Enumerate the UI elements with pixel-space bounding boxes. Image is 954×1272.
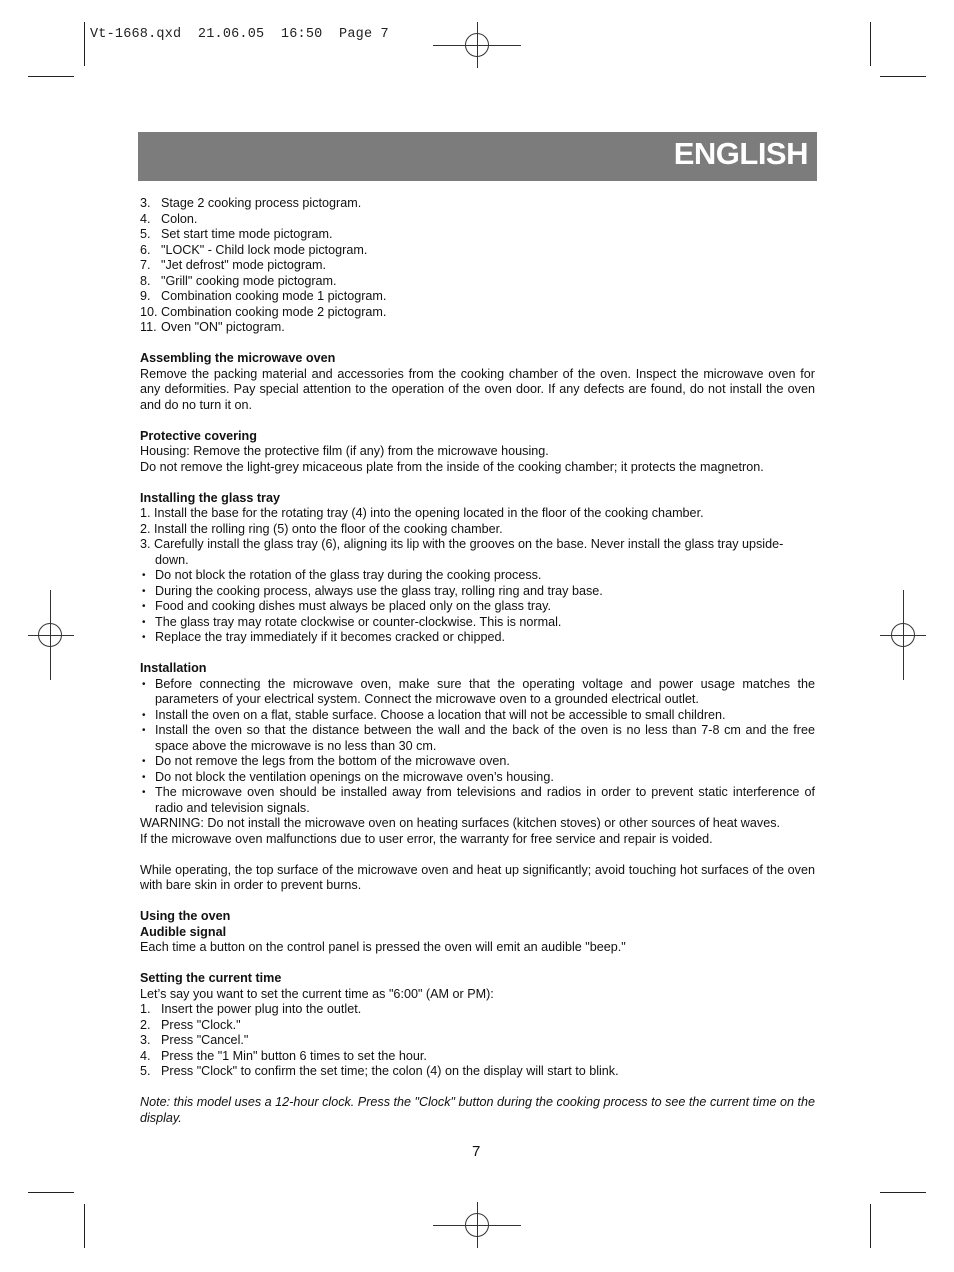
registration-mark-icon (891, 623, 915, 647)
bullet-icon: • (142, 787, 146, 798)
list-item: 1. Insert the power plug into the outlet. (140, 1002, 362, 1016)
bullet-icon: • (142, 771, 146, 783)
protective-text: Do not remove the light-grey micaceous plate from the inside of the cooking chamber; it protects the magnetron. (140, 459, 764, 474)
crop-mark (870, 1204, 871, 1248)
bullet-item: • Do not remove the legs from the bottom of the microwave oven. (142, 754, 510, 768)
bullet-icon: • (142, 570, 146, 581)
banner-title: ENGLISH (673, 136, 808, 171)
bullet-item: • Do not block the ventilation openings on the microwave oven’s housing. (142, 769, 554, 784)
bullet-item: • Install the oven so that the distance between the wall and the back of the oven is no less than 7-8 cm and the free space above the microwave is no less than 30 cm. (142, 723, 815, 753)
protective-text: Housing: Remove the protective film (if any) from the microwave housing. (140, 444, 549, 458)
list-item: 4. Colon. (140, 211, 198, 226)
page-number: 7 (472, 1143, 481, 1160)
crop-mark (28, 76, 74, 77)
list-item: 3. Press "Cancel." (140, 1033, 249, 1047)
crop-mark (84, 22, 85, 66)
list-item: 9. Combination cooking mode 1 pictogram. (140, 289, 387, 303)
tray-step: 2. Install the rolling ring (5) onto the floor of the cooking chamber. (140, 521, 503, 536)
bullet-icon: • (142, 725, 146, 736)
section-heading-glass-tray: Installing the glass tray (140, 490, 280, 505)
bullet-item: • Do not block the rotation of the glass tray during the cooking process. (142, 568, 542, 582)
tray-step: 3. Carefully install the glass tray (6), aligning its lip with the grooves on the base. Never install the glass tray upside-down. (140, 537, 784, 567)
bullet-icon: • (142, 585, 146, 597)
section-heading-using: Using the oven (140, 909, 231, 923)
audible-signal-text: Each time a button on the control panel is pressed the oven will emit an audible "beep." (140, 940, 626, 954)
crop-mark (880, 1192, 926, 1193)
section-heading-clock: Setting the current time (140, 971, 282, 985)
list-item: 5. Set start time mode pictogram. (140, 227, 333, 241)
warning-text: WARNING: Do not install the microwave oven on heating surfaces (kitchen stoves) or other sources of heat waves. (140, 816, 780, 830)
registration-mark-icon (465, 33, 489, 57)
crop-mark (84, 1204, 85, 1248)
list-item: 7. "Jet defrost" mode pictogram. (140, 258, 327, 272)
section-heading-installation: Installation (140, 661, 207, 675)
bullet-item: • Food and cooking dishes must always be placed only on the glass tray. (142, 599, 551, 613)
operating-text: While operating, the top surface of the microwave oven and heat up significantly; avoid touching hot surfaces of the oven with bare skin in order to prevent burns. (140, 862, 815, 892)
list-item: 6. "LOCK" - Child lock mode pictogram. (140, 242, 368, 257)
tray-step: 1. Install the base for the rotating tray (4) into the opening located in the floor of the cooking chamber. (140, 506, 704, 520)
list-item: 3. Stage 2 cooking process pictogram. (140, 196, 362, 210)
warranty-text: If the microwave oven malfunctions due to user error, the warranty for free service and repair is voided. (140, 831, 713, 846)
bullet-icon: • (142, 632, 146, 643)
bullet-icon: • (142, 601, 146, 612)
bullet-icon: • (142, 756, 146, 767)
crop-mark (880, 76, 926, 77)
pictogram-list (140, 196, 815, 336)
assembling-text: Remove the packing material and accessories from the cooking chamber of the oven. Inspect the microwave oven for any deformities. Pay special attention to the operation of the oven door. If any defects are found, do not install the oven and do no turn it on. (140, 366, 815, 412)
bullet-item: • The microwave oven should be installed away from televisions and radios in order to prevent static interference of radio and television signals. (142, 785, 815, 815)
bullet-icon: • (142, 709, 146, 721)
registration-mark-icon (465, 1213, 489, 1237)
clock-intro: Let’s say you want to set the current time as "6:00" (AM or PM): (140, 986, 494, 1001)
list-item: 8. "Grill" cooking mode pictogram. (140, 273, 337, 288)
list-item: 4. Press the "1 Min" button 6 times to set the hour. (140, 1048, 427, 1063)
bullet-item: • Replace the tray immediately if it becomes cracked or chipped. (142, 630, 505, 644)
list-item: 11. Oven "ON" pictogram. (140, 320, 285, 334)
bullet-item: • During the cooking process, always use the glass tray, rolling ring and tray base. (142, 583, 603, 598)
bullet-item: • Install the oven on a flat, stable surface. Choose a location that will not be accessible to small children. (142, 707, 726, 722)
bullet-icon: • (142, 678, 146, 690)
section-heading-assembling: Assembling the microwave oven (140, 351, 336, 365)
registration-mark-icon (38, 623, 62, 647)
clock-note: Note: this model uses a 12-hour clock. Press the "Clock" button during the cooking process to see the current time on the display. (140, 1095, 815, 1125)
crop-mark (28, 1192, 74, 1193)
bullet-item: • The glass tray may rotate clockwise or counter-clockwise. This is normal. (142, 614, 562, 629)
list-item: 2. Press "Clock." (140, 1017, 241, 1032)
bullet-icon: • (142, 616, 146, 628)
language-banner (138, 132, 817, 181)
print-slug: Vt-1668.qxd 21.06.05 16:50 Page 7 (90, 27, 389, 42)
crop-mark (870, 22, 871, 66)
list-item: 10. Combination cooking mode 2 pictogram. (140, 304, 387, 319)
bullet-item: • Before connecting the microwave oven, make sure that the operating voltage and power usage matches the parameters of your electrical system. Connect the microwave oven to a grounded electrical outlet. (142, 676, 815, 706)
page-content (140, 196, 815, 1126)
section-heading-protective: Protective covering (140, 428, 257, 443)
list-item: 5. Press "Clock" to confirm the set time; the colon (4) on the display will start to blink. (140, 1064, 619, 1078)
subheading-audible-signal: Audible signal (140, 924, 227, 939)
